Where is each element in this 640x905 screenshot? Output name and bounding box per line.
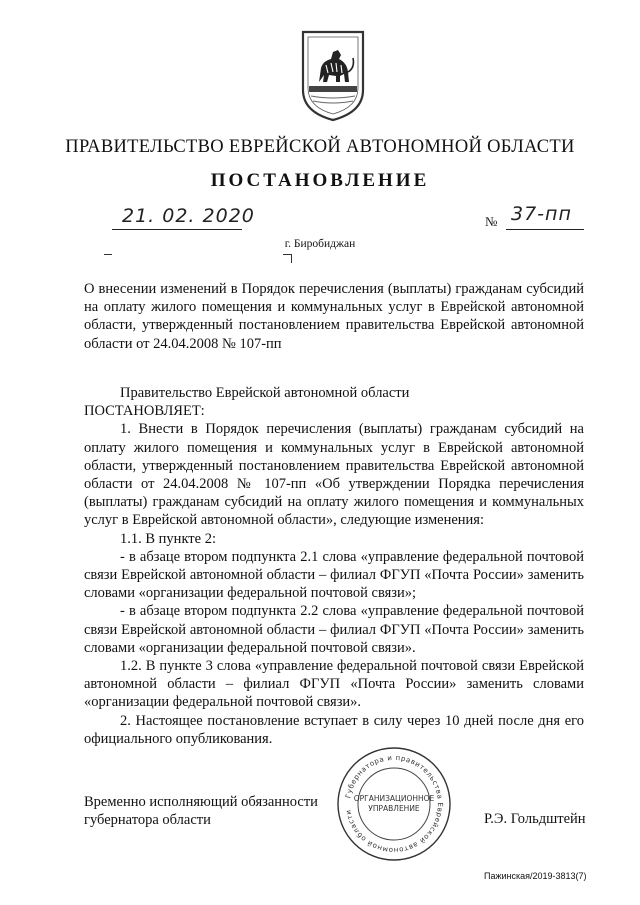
paragraph-1: 1. Внести в Порядок перечисления (выплаты) гражданам субсидий на оплату жилого помещения и коммунальных услуг в Еврейской автономной области, утвержденный постановлением правительства Еврейской автономной области от 24.04.2008 № 107-пп «Об утверждении Порядка перечисления (выплаты) гражданам субсидий на оплату жилого помещения и коммунальных услуг в Еврейской автономной области», следующие изменения:	[84, 421, 584, 529]
paragraph-2: 2. Настоящее постановление вступает в силу через 10 дней после дня его официального опубликования.	[84, 712, 584, 747]
handwritten-date: 21. 02. 2020	[122, 205, 255, 227]
decree-body	[84, 384, 584, 748]
signatory-position	[84, 793, 318, 829]
position-line-1: Временно исполняющий обязанности	[84, 794, 318, 810]
paragraph-1-2: 1.2. В пункте 3 слова «управление федеральной почтовой связи Еврейской автономной области – филиал ФГУП «Почта России» заменить словами «организации федеральной почтовой связи».	[84, 658, 584, 711]
subject-corner-left	[104, 254, 112, 263]
government-title: ПРАВИТЕЛЬСТВО ЕВРЕЙСКОЙ АВТОНОМНОЙ ОБЛАСТИ	[65, 137, 575, 157]
signatory-name: Р.Э. Гольдштейн	[484, 811, 586, 827]
city-name: г. Биробиджан	[284, 238, 356, 250]
stamp-center-line-1: ОРГАНИЗАЦИОННОЕ	[353, 794, 435, 803]
subject-corner-right	[283, 254, 292, 263]
number-label: №	[485, 214, 498, 229]
number-underline	[506, 229, 584, 230]
paragraph-1-1: 1.1. В пункте 2:	[120, 530, 216, 547]
stamp-ring-text: Губернатора и правительства Еврейской автономной области	[344, 753, 445, 855]
decree-subject	[84, 280, 584, 353]
intro-line: Правительство Еврейской автономной области	[120, 385, 410, 401]
stamp-center-line-2: УПРАВЛЕНИЕ	[368, 804, 420, 813]
document-type-title: ПОСТАНОВЛЕНИЕ	[210, 170, 430, 191]
date-underline	[112, 229, 242, 230]
document-code: Пажинская/2019-3813(7)	[484, 871, 587, 881]
paragraph-1-1-a: - в абзаце втором подпункта 2.1 слова «управление федеральной почтовой связи Еврейской автономной области – филиал ФГУП «Почта России» заменить словами «организации федеральной почтовой связи»;	[84, 548, 584, 602]
official-stamp	[335, 745, 453, 863]
position-line-2: губернатора области	[84, 812, 211, 829]
resolves-line: ПОСТАНОВЛЯЕТ:	[84, 403, 205, 420]
handwritten-number: 37-пп	[511, 203, 572, 225]
subject-text: О внесении изменений в Порядок перечисления (выплаты) гражданам субсидий на оплату жилого помещения и коммунальных услуг в Еврейской автономной области, утвержденный постановлением правительства Еврейской автономной области от 24.04.2008 № 107-пп	[84, 281, 584, 352]
coat-of-arms-emblem	[293, 28, 373, 124]
paragraph-1-1-b: - в абзаце втором подпункта 2.2 слова «управление федеральной почтовой связи Еврейской автономной области – филиал ФГУП «Почта России» заменить словами «организации федеральной почтовой связи».	[84, 603, 584, 656]
